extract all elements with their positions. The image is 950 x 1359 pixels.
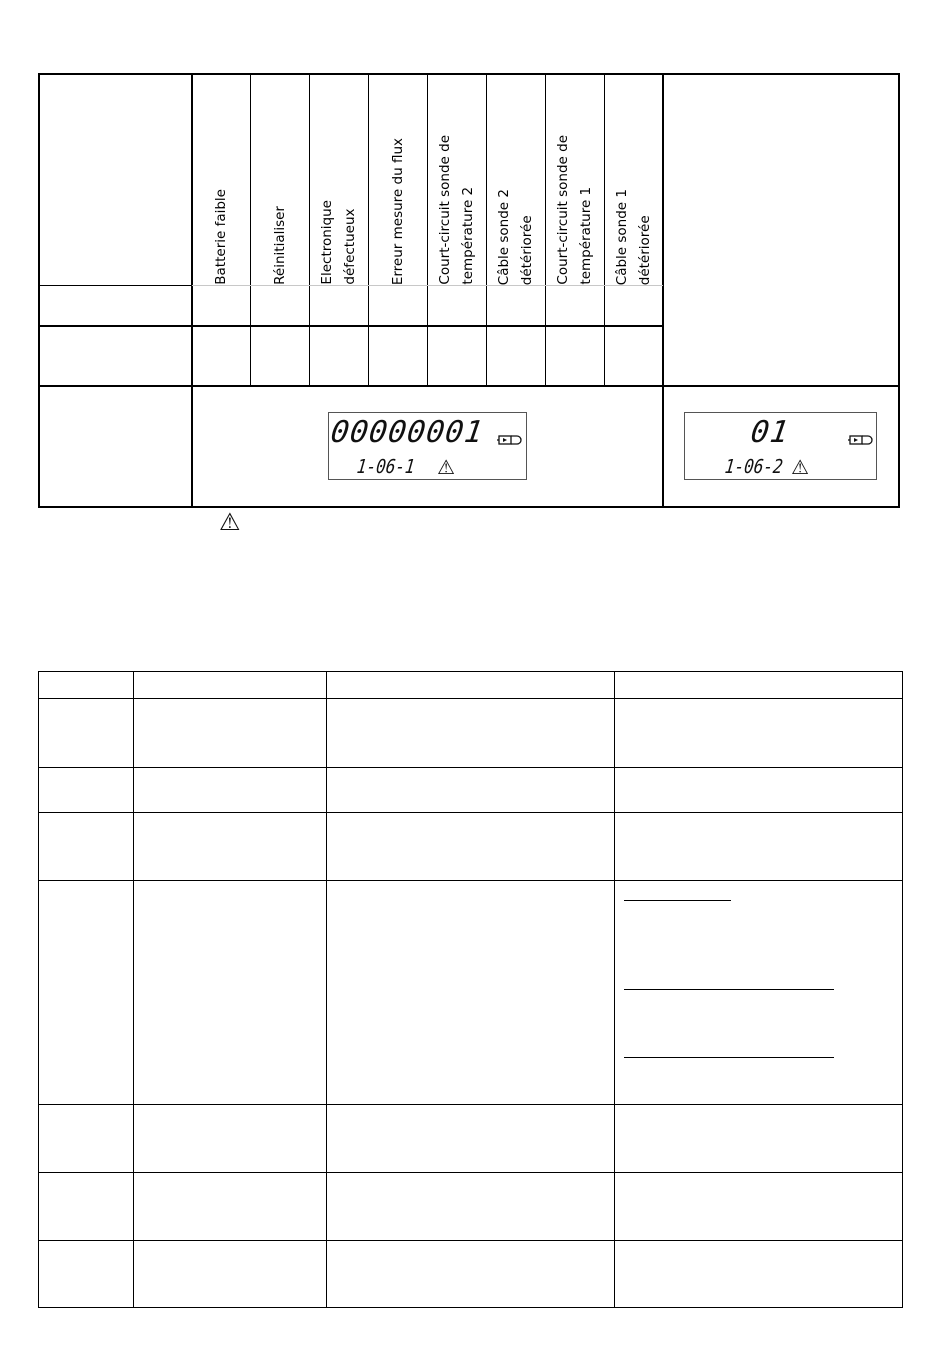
header-sensor1-short: Court-circuit sonde de température 1 bbox=[555, 135, 594, 285]
table-row bbox=[39, 699, 903, 768]
warning-icon: ⚠ bbox=[219, 508, 241, 536]
table-row bbox=[39, 881, 903, 1105]
header-sensor1-cable: Câble sonde 1 détériorée bbox=[614, 188, 653, 285]
lcd-display-main bbox=[328, 412, 527, 480]
lcd-error-code: 1-06-2 bbox=[723, 455, 785, 478]
lcd-digits: 01 bbox=[748, 415, 792, 450]
header-reset: Réinitialiser bbox=[271, 206, 288, 285]
header-sensor2-short: Court-circuit sonde de température 2 bbox=[437, 135, 476, 285]
warning-icon: ⚠ bbox=[437, 455, 455, 479]
underline-rule bbox=[624, 900, 731, 901]
warning-icon: ⚠ bbox=[791, 455, 809, 479]
underlined-headings-cell bbox=[615, 881, 903, 1105]
header-electronics-defect: Electronique défectueux bbox=[319, 200, 358, 285]
table-row bbox=[39, 1173, 903, 1241]
error-code-table bbox=[0, 0, 950, 536]
info-table bbox=[38, 671, 903, 1308]
header-sensor2-cable: Câble sonde 2 détériorée bbox=[496, 188, 535, 285]
table-row bbox=[39, 672, 903, 699]
header-flow-error: Erreur mesure du flux bbox=[389, 137, 406, 285]
header-battery-low: Batterie faible bbox=[213, 189, 229, 285]
underline-rule bbox=[624, 1057, 834, 1058]
lcd-display-secondary bbox=[684, 412, 877, 480]
table-row bbox=[39, 1105, 903, 1173]
lcd-digits: 00000001 bbox=[328, 415, 486, 450]
table-row bbox=[39, 813, 903, 881]
plug-icon bbox=[848, 433, 874, 447]
underline-rule bbox=[624, 989, 834, 990]
plug-icon bbox=[497, 433, 523, 447]
table-row bbox=[39, 1241, 903, 1308]
table-row bbox=[39, 768, 903, 813]
lcd-error-code: 1-06-1 bbox=[355, 455, 417, 478]
